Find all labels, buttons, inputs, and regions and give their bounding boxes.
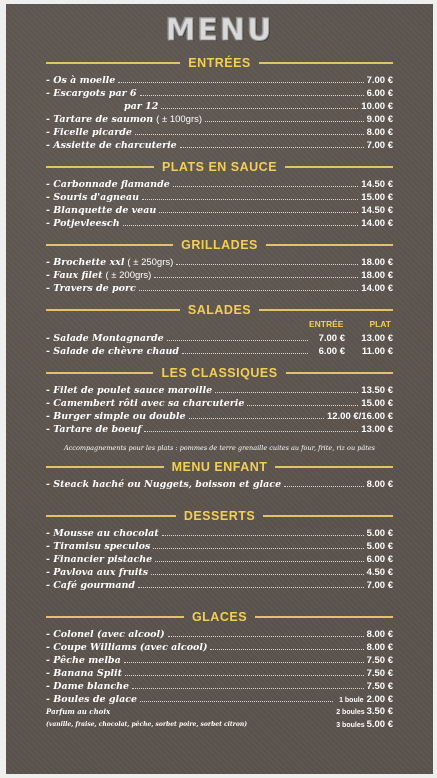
leader-dots xyxy=(168,635,364,637)
item-name: - Salade de chèvre chaud xyxy=(46,346,180,357)
leader-dots xyxy=(167,339,308,341)
item-price: 4.50 € xyxy=(366,567,393,578)
spacer xyxy=(46,491,393,501)
item-price-plat: 11.00 € xyxy=(361,346,393,357)
list-item xyxy=(46,423,393,436)
leader-dots xyxy=(205,120,364,122)
item-name: par 12 xyxy=(124,101,159,112)
col-entree-label: ENTRÉE xyxy=(308,319,344,329)
boules-1-label: 1 boule xyxy=(339,697,364,704)
item-price: 15.00 € xyxy=(361,192,393,203)
item-price: 14.00 € xyxy=(361,218,393,229)
item-price-entree: 6.00 € xyxy=(318,346,345,357)
leader-dots xyxy=(132,687,363,689)
glace-parfums-line xyxy=(46,719,393,732)
section-classiques xyxy=(46,366,393,452)
item-price: 14.50 € xyxy=(361,205,393,216)
item-price: 8.00 € xyxy=(366,629,393,640)
salade-columns xyxy=(46,319,391,330)
item-name: - Filet de poulet sauce maroille xyxy=(46,385,213,396)
col-plat-label: PLAT xyxy=(369,319,391,329)
item-price: 13.00 € xyxy=(361,424,393,435)
item-price: 8.00 € xyxy=(366,479,393,490)
item-name: - Financier pistache xyxy=(46,554,153,565)
item-price: 14.50 € xyxy=(361,179,393,190)
list-item xyxy=(46,139,393,152)
list-item xyxy=(46,345,393,358)
leader-dots xyxy=(155,560,363,562)
list-item xyxy=(46,397,393,410)
item-name: - Boules de glace xyxy=(46,694,138,705)
list-item xyxy=(46,410,393,423)
leader-dots xyxy=(140,94,364,96)
item-name: - Assiette de charcuterie xyxy=(46,140,177,151)
item-price: 7.50 € xyxy=(366,681,393,692)
list-item xyxy=(46,566,393,579)
list-item xyxy=(46,74,393,87)
list-item xyxy=(46,256,393,269)
leader-dots xyxy=(161,107,358,109)
item-price-entree: 7.00 € xyxy=(318,333,345,344)
list-item xyxy=(46,667,393,680)
heading-rule xyxy=(266,244,393,246)
heading-label: GRILLADES xyxy=(181,238,258,252)
heading-rule xyxy=(285,166,393,168)
item-note: ( ± 200grs) xyxy=(105,270,152,281)
item-price: 6.00 € xyxy=(366,88,393,99)
boules-2-label: 2 boules xyxy=(336,709,365,716)
section-glaces xyxy=(46,610,393,732)
leader-dots xyxy=(135,133,364,135)
item-name: - Pavlova aux fruits xyxy=(46,567,149,578)
item-price-plat: 13.00 € xyxy=(361,333,393,344)
section-menu-enfant xyxy=(46,460,393,491)
leader-dots xyxy=(138,586,364,588)
list-item xyxy=(46,579,393,592)
boules-3-label: 3 boules xyxy=(336,722,365,729)
menu-items xyxy=(46,628,393,693)
menu-items xyxy=(46,256,393,295)
item-name: - Burger simple ou double xyxy=(46,411,186,422)
leader-dots xyxy=(284,485,363,487)
leader-dots xyxy=(173,185,359,187)
section-heading xyxy=(46,610,393,624)
list-item xyxy=(46,641,393,654)
heading-rule xyxy=(255,616,393,618)
heading-rule xyxy=(46,62,180,64)
section-heading xyxy=(46,238,393,252)
heading-rule xyxy=(275,466,393,468)
item-name: - Carbonnade flamande xyxy=(46,179,170,190)
heading-label: GLACES xyxy=(191,610,248,624)
heading-label: SALADES xyxy=(187,303,252,317)
item-price: 5.00 € xyxy=(366,528,393,539)
item-name: - Pêche melba xyxy=(46,655,121,666)
item-price: 13.50 € xyxy=(361,385,393,396)
item-price: 5.00 € xyxy=(366,541,393,552)
menu-title: MENU xyxy=(165,13,274,48)
heading-label: MENU ENFANT xyxy=(171,460,268,474)
item-name: - Os à moelle xyxy=(46,75,116,86)
parfums-list: (vanille, fraise, chocolat, pêche, sorbet poire, sorbet citron) xyxy=(46,721,248,728)
boules-3-price: 5.00 € xyxy=(366,719,393,730)
heading-rule xyxy=(286,372,393,374)
leader-dots xyxy=(154,276,358,278)
section-heading xyxy=(46,56,393,70)
heading-label: DESSERTS xyxy=(183,509,256,523)
heading-rule xyxy=(259,62,393,64)
menu-items xyxy=(46,478,393,491)
item-name: - Salade Montagnarde xyxy=(46,333,164,344)
list-item xyxy=(46,332,393,345)
item-price: 9.00 € xyxy=(366,114,393,125)
list-item xyxy=(46,113,393,126)
section-heading xyxy=(46,160,393,174)
heading-label: PLATS EN SAUCE xyxy=(161,160,278,174)
heading-rule xyxy=(259,309,393,311)
heading-rule xyxy=(46,515,176,517)
heading-rule xyxy=(46,616,184,618)
item-price: 7.00 € xyxy=(366,580,393,591)
leader-dots xyxy=(182,352,308,354)
leader-dots xyxy=(118,81,363,83)
accompagnement-note: Accompagnements pour les plats : pommes de terre grenaille cuites au four, frite, riz ou pâtes xyxy=(63,444,376,452)
leader-dots xyxy=(140,700,333,702)
section-plats-sauce xyxy=(46,160,393,230)
section-desserts xyxy=(46,509,393,592)
leader-dots xyxy=(151,573,363,575)
list-item xyxy=(46,204,393,217)
item-name: - Tartare de boeuf xyxy=(46,424,142,435)
item-name: - Brochette xxl xyxy=(46,257,125,268)
item-name: - Ficelle picarde xyxy=(46,127,132,138)
heading-label: LES CLASSIQUES xyxy=(161,366,278,380)
section-grillades xyxy=(46,238,393,295)
parfum-label: Parfum au choix xyxy=(46,707,111,716)
list-item xyxy=(46,527,393,540)
item-name: - Café gourmand xyxy=(46,580,136,591)
list-item xyxy=(46,217,393,230)
heading-rule xyxy=(46,244,173,246)
menu-items xyxy=(46,74,393,152)
item-price: 6.00 € xyxy=(366,554,393,565)
item-price: 7.00 € xyxy=(366,140,393,151)
list-item xyxy=(46,100,393,113)
leader-dots xyxy=(180,146,364,148)
leader-dots xyxy=(139,289,359,291)
section-heading xyxy=(46,303,393,317)
leader-dots xyxy=(162,534,364,536)
leader-dots xyxy=(176,263,358,265)
item-name: - Dame blanche xyxy=(46,681,130,692)
list-item xyxy=(46,680,393,693)
boules-2 xyxy=(336,706,393,719)
item-note: ( ± 100grs) xyxy=(156,114,203,125)
leader-dots xyxy=(123,224,359,226)
list-item xyxy=(46,553,393,566)
leader-dots xyxy=(189,417,324,419)
list-item xyxy=(46,478,393,491)
list-item xyxy=(46,126,393,139)
item-name: - Tartare de saumon xyxy=(46,114,154,125)
item-name: - Potjevleesch xyxy=(46,218,120,229)
item-name: - Banana Split xyxy=(46,668,122,679)
leader-dots xyxy=(210,648,363,650)
section-heading xyxy=(46,460,393,474)
item-name: - Tiramisu speculos xyxy=(46,541,151,552)
item-price: 8.00 € xyxy=(366,642,393,653)
heading-rule xyxy=(46,309,180,311)
item-price: 7.00 € xyxy=(366,75,393,86)
item-price: 18.00 € xyxy=(361,257,393,268)
item-price: 10.00 € xyxy=(361,101,393,112)
list-item xyxy=(46,282,393,295)
section-salades xyxy=(46,303,393,358)
heading-label: ENTRÉES xyxy=(188,56,251,70)
boules-1-price: 2.00 € xyxy=(366,694,393,705)
item-price: 15.00 € xyxy=(361,398,393,409)
section-entrees xyxy=(46,56,393,152)
item-name: - Faux filet xyxy=(46,270,103,281)
heading-rule xyxy=(263,515,393,517)
leader-dots xyxy=(159,211,358,213)
menu-items xyxy=(46,527,393,592)
leader-dots xyxy=(144,430,358,432)
item-name: - Steack haché ou Nuggets, boisson et glace xyxy=(46,479,282,490)
list-item xyxy=(46,628,393,641)
item-name: - Mousse au chocolat xyxy=(46,528,159,539)
menu-items xyxy=(46,178,393,230)
heading-rule xyxy=(46,166,154,168)
item-price: 7.50 € xyxy=(366,655,393,666)
item-price: 8.00 € xyxy=(366,127,393,138)
list-item xyxy=(46,178,393,191)
leader-dots xyxy=(125,674,364,676)
list-item xyxy=(46,654,393,667)
item-name: - Escargots par 6 xyxy=(46,88,137,99)
leader-dots xyxy=(215,391,358,393)
list-item xyxy=(46,693,393,706)
section-heading xyxy=(46,366,393,380)
item-name: - Coupe Williams (avec alcool) xyxy=(46,642,208,653)
list-item xyxy=(46,87,393,100)
item-name: - Camembert rôti avec sa charcuterie xyxy=(46,398,245,409)
heading-rule xyxy=(46,466,164,468)
menu-items xyxy=(46,384,393,436)
leader-dots xyxy=(124,661,364,663)
heading-rule xyxy=(46,372,153,374)
section-heading xyxy=(46,509,393,523)
item-name: - Colonel (avec alcool) xyxy=(46,629,165,640)
leader-dots xyxy=(153,547,363,549)
boules-3 xyxy=(336,719,393,732)
item-name: - Blanquette de veau xyxy=(46,205,157,216)
list-item xyxy=(46,191,393,204)
glace-parfum-line xyxy=(46,706,393,719)
item-price: 12.00 €/16.00 € xyxy=(326,411,393,422)
item-price: 18.00 € xyxy=(361,270,393,281)
boules-2-price: 3.50 € xyxy=(366,706,393,717)
item-name: - Souris d'agneau xyxy=(46,192,139,203)
item-price: 7.50 € xyxy=(366,668,393,679)
list-item xyxy=(46,384,393,397)
leader-dots xyxy=(247,404,358,406)
leader-dots xyxy=(142,198,358,200)
item-price: 14.00 € xyxy=(361,283,393,294)
item-note: ( ± 250grs) xyxy=(127,257,174,268)
list-item xyxy=(46,540,393,553)
item-name: - Travers de porc xyxy=(46,283,136,294)
list-item xyxy=(46,269,393,282)
spacer xyxy=(46,592,393,602)
